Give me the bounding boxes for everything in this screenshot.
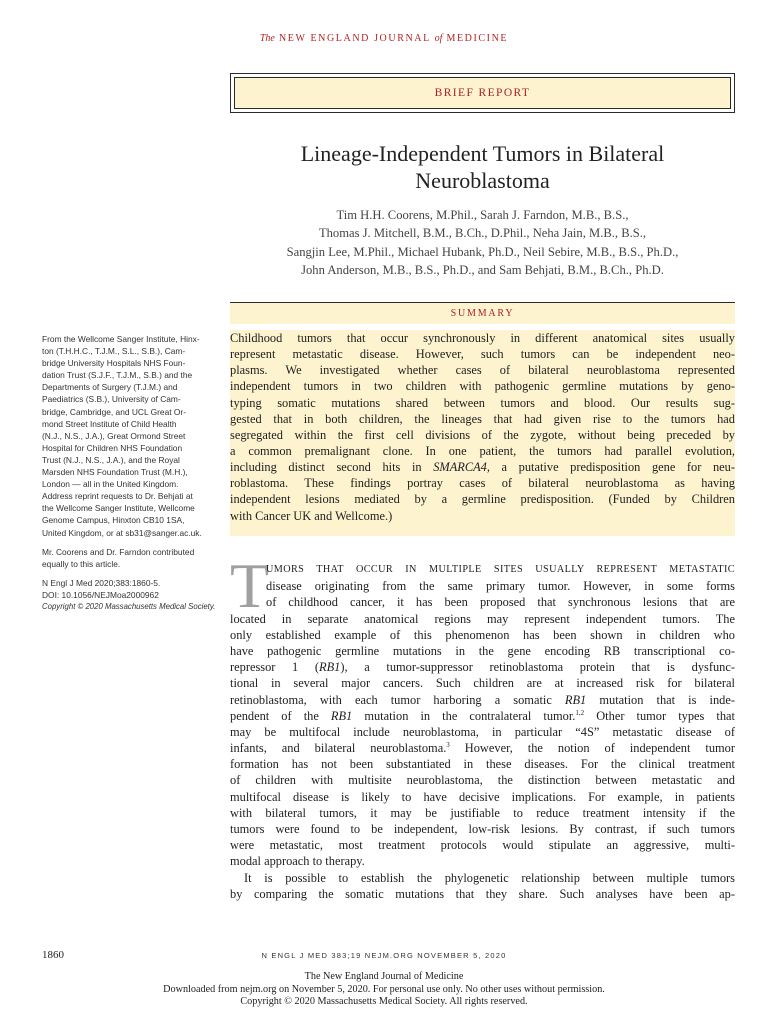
reference-superscript: 1,2 — [575, 708, 585, 717]
body-text-run: repressor 1 ( — [230, 660, 320, 675]
body-line: of children with multisite neuroblastoma, the distinction between metastatic and — [230, 773, 735, 788]
body-line — [230, 659, 735, 675]
summary-line — [230, 459, 735, 475]
download-notice — [0, 971, 768, 1009]
article-type-label: BRIEF REPORT — [434, 87, 531, 99]
summary-line: independent tumors in two children with pathogenic germline mutations by geno- — [230, 379, 735, 394]
download-line: The New England Journal of Medicine — [304, 971, 464, 982]
affiliation-line: dation Trust (S.J.F., T.J.M., S.B.) and the — [42, 370, 193, 381]
article-title-line: Neuroblastoma — [415, 168, 550, 193]
citation-note — [42, 577, 220, 613]
summary-header — [230, 302, 735, 324]
journal-header-main: NEW ENGLAND JOURNAL — [278, 33, 431, 44]
body-line: may be multifocal include neuroblastoma, in particular “4S” metastatic disease of — [230, 724, 735, 739]
affiliation-line: bridge, Cambridge, and UCL Great Or- — [42, 406, 186, 417]
body-text — [230, 550, 736, 902]
author-list — [230, 206, 735, 279]
affiliation-line: From the Wellcome Sanger Institute, Hinx- — [42, 334, 200, 344]
affiliation-line: bridge University Hospitals NHS Foun- — [42, 358, 186, 369]
body-line: with bilateral tumors, it may be justifiable to reduce treatment intensity if the — [230, 805, 735, 820]
body-line: have pathogenic germline mutations in the gene encoding RB transcriptional co- — [230, 643, 735, 658]
article-type-inner — [234, 77, 731, 109]
affiliation-line: mond Street Institute of Child Health — [42, 418, 177, 429]
contribution-line: equally to this article. — [42, 558, 121, 569]
drop-cap: T — [230, 550, 270, 621]
citation-line: N Engl J Med 2020;383:1860-5. — [42, 577, 161, 588]
summary-text: including distinct second hits in — [230, 460, 434, 475]
body-text-run: mutation that is inde- — [586, 692, 735, 707]
gene-name: RB1 — [330, 708, 353, 723]
body-line: UMORS THAT OCCUR IN MULTIPLE SITES USUALLY REPRESENT METASTATIC — [266, 564, 735, 575]
affiliation-note — [42, 333, 220, 539]
reference-superscript: 3 — [446, 740, 450, 749]
author-line: Thomas J. Mitchell, B.M., B.Ch., D.Phil., Neha Jain, M.B., B.S., — [318, 226, 647, 241]
download-line: Downloaded from nejm.org on November 5, 2020. For personal use only. No other uses without permission. — [163, 983, 605, 995]
body-text-run: However, the notion of independent tumor — [449, 741, 735, 756]
body-line: only established example of this phenomenon has been shown in children who — [230, 627, 735, 642]
gene-name: RB1 — [319, 660, 341, 675]
journal-header-the: The — [259, 33, 275, 44]
journal-header-of: of — [434, 33, 443, 44]
gene-name: RB1 — [564, 692, 587, 707]
affiliation-line: (N.J., N.S., J.A.), Great Ormond Street — [42, 430, 186, 441]
summary-line: represent metastatic disease. However, such tumors can be independent neo- — [230, 347, 735, 362]
body-text-run: ), a tumor-suppressor retinoblastoma protein that is dysfunc- — [340, 660, 735, 675]
article-title-line: Lineage-Independent Tumors in Bilateral — [300, 141, 665, 166]
body-line — [230, 692, 735, 708]
body-text-run: mutation in the contralateral tumor. — [352, 708, 576, 723]
summary-line: Childhood tumors that occur synchronously in different anatomical sites usually — [230, 331, 735, 345]
summary-line: a common premalignant clone. In one patient, the tumors had parallel evolution, — [230, 443, 735, 458]
summary-line: plasms. We investigated whether cases of bilateral neuroblastoma represented — [230, 363, 735, 378]
affiliation-line: Address reprint requests to Dr. Behjati at — [42, 491, 193, 502]
summary-label: SUMMARY — [450, 308, 515, 319]
article-type-box — [230, 73, 735, 113]
contribution-note — [42, 546, 220, 570]
affiliation-line: London — all in the United Kingdom. — [42, 479, 179, 490]
affiliation-line: Departments of Surgery (T.J.M.) and — [42, 382, 178, 393]
body-line: multifocal disease is likely to have decisive implications. For example, in patients — [230, 789, 735, 804]
journal-header-medicine: MEDICINE — [446, 33, 509, 44]
summary-text: , a putative predisposition gene for neu- — [486, 460, 735, 475]
article-title — [230, 140, 735, 194]
body-text-run: Other tumor types that — [584, 708, 736, 723]
affiliation-line: Trust (N.J., N.S., J.A.), and the Royal — [42, 454, 180, 465]
body-line: tional in several major cancers. Such children are at increased risk for bilateral — [230, 676, 735, 691]
body-line: disease originating from the same primary tumor. However, in some forms — [266, 579, 735, 594]
summary-line: typing somatic mutations shared between tumors and blood. Our results sug- — [230, 395, 735, 410]
summary-line: independent lesions mediated by a germline predisposition. (Funded by Children — [230, 492, 735, 507]
affiliation-line: Hospital for Children NHS Foundation — [42, 442, 183, 453]
page-number: 1860 — [42, 949, 64, 961]
summary-line: segregated within the first cell divisions of the zygote, without being preceded by — [230, 427, 735, 442]
author-line: Tim H.H. Coorens, M.Phil., Sarah J. Farndon, M.B., B.S., — [336, 208, 629, 222]
author-line: Sangjin Lee, M.Phil., Michael Hubank, Ph.D., Neil Sebire, M.B., B.S., Ph.D., — [286, 244, 679, 259]
summary-line: with Cancer UK and Wellcome.) — [230, 508, 393, 523]
body-text-run: retinoblastoma, with each tumor harboring a somatic — [230, 692, 565, 707]
author-line: John Anderson, M.B., B.S., Ph.D., and Sam Behjati, B.M., B.Ch., Ph.D. — [301, 262, 664, 277]
body-text-run: infants, and bilateral neuroblastoma. — [230, 741, 447, 756]
body-line: by comparing the somatic mutations that they share. Such analyses have been ap- — [230, 886, 735, 901]
affiliation-line: Paediatrics (S.B.), University of Cam- — [42, 394, 181, 405]
body-text-run: pendent of the — [230, 708, 331, 723]
affiliation-line: ton (T.H.H.C., T.J.M., S.L., S.B.), Cam- — [42, 346, 186, 357]
body-line: located in separate anatomical regions may represent independent tumors. The — [230, 611, 735, 626]
summary-line: gested that in both children, the lineages that had given rise to the tumors had — [230, 411, 735, 426]
body-line: modal approach to therapy. — [230, 854, 365, 869]
body-line: formation has not been substantiated in these diseases. For the clinical treatment — [230, 757, 735, 772]
body-line: It is possible to establish the phylogenetic relationship between multiple tumors — [244, 870, 735, 885]
body-line: of childhood cancer, it has been proposed that synchronous lesions that are — [266, 595, 735, 610]
sidebar-notes — [42, 333, 220, 613]
affiliation-line: Marsden NHS Foundation Trust (M.H.), — [42, 467, 188, 478]
summary-line: roblastoma. These findings portray cases of bilateral neuroblastoma as having — [230, 476, 735, 491]
body-line — [230, 708, 735, 724]
contribution-line: Mr. Coorens and Dr. Farndon contributed — [42, 546, 195, 557]
download-line: Copyright © 2020 Massachusetts Medical Society. All rights reserved. — [240, 996, 528, 1008]
body-line: tumors were found to be independent, low-risk lesions. By contrast, if such tumors — [230, 822, 735, 836]
journal-header — [0, 33, 768, 44]
affiliation-line: United Kingdom, or at sb31@sanger.ac.uk. — [42, 527, 202, 538]
body-line: were metastatic, most treatment protocols would stipulate an aggressive, multi- — [230, 838, 735, 853]
affiliation-line: Genome Campus, Hinxton CB10 1SA, — [42, 515, 185, 526]
gene-name: SMARCA4 — [433, 460, 487, 475]
doi-line: DOI: 10.1056/NEJMoa2000962 — [42, 589, 159, 600]
summary-abstract — [230, 330, 735, 536]
footer-journal-line: N ENGL J MED 383;19 NEJM.ORG NOVEMBER 5, 2020 — [261, 951, 507, 960]
copyright-line: Copyright © 2020 Massachusetts Medical Society. — [42, 601, 216, 611]
body-line — [230, 740, 735, 756]
affiliation-line: the Wellcome Sanger Institute, Wellcome — [42, 503, 195, 514]
